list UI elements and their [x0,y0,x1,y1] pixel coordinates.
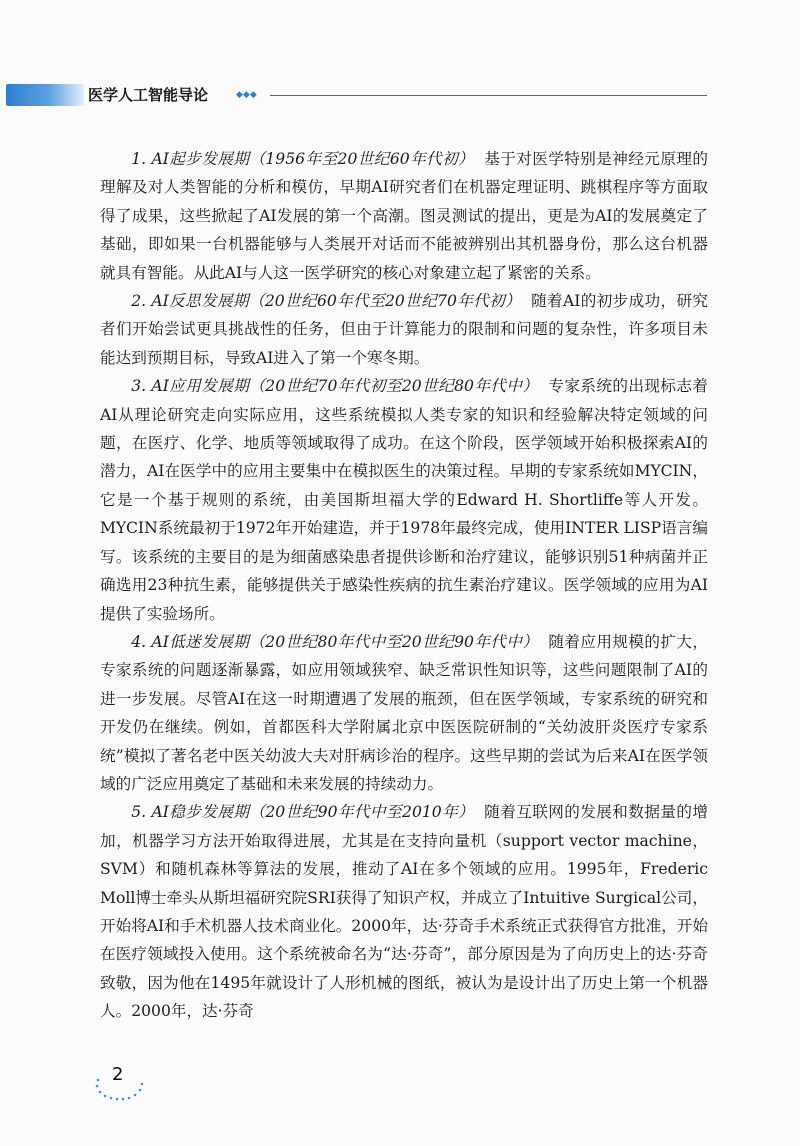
paragraph-1-text: 基于对医学特别是神经元原理的理解及对人类智能的分析和模仿，早期AI研究者们在机器定理证明、跳棋程序等方面取得了成果，这些掀起了AI发展的第一个高潮。图灵测试的提出，更是为AI的发展奠定了基础，即如果一台机器能够与人类展开对话而不能被辨别出其机器身份，那么这台机器就具有智能。从此AI与人这一医学研究的核心对象建立起了紧密的关系。 [100,150,708,282]
paragraph-3 [100,372,708,628]
paragraph-3-text: 专家系统的出现标志着AI从理论研究走向实际应用，这些系统模拟人类专家的知识和经验解决特定领域的问题，在医疗、化学、地质等领域取得了成功。在这个阶段，医学领域开始积极探索AI的潜力，AI在医学中的应用主要集中在模拟医生的决策过程。早期的专家系统如MYCIN，它是一个基于规则的系统，由美国斯坦福大学的Edward H. Shortliffe等人开发。MYCIN系统最初于1972年开始建造，并于1978年最终完成，使用INTER LISP语言编写。该系统的主要目的是为细菌感染患者提供诊断和治疗建议，能够识别51种病菌并正确选用23种抗生素，能够提供关于感染性疾病的抗生素治疗建议。医学领域的应用为AI提供了实验场所。 [100,377,708,623]
paragraph-4-text: 随着应用规模的扩大，专家系统的问题逐渐暴露，如应用领域狭窄、缺乏常识性知识等，这些问题限制了AI的进一步发展。尽管AI在这一时期遭遇了发展的瓶颈，但在医学领域，专家系统的研究和开发仍在继续。例如，首都医科大学附属北京中医医院研制的“关幼波肝炎医疗专家系统”模拟了著名老中医关幼波大夫对肝病诊治的程序。这些早期的尝试为后来AI在医学领域的广泛应用奠定了基础和未来发展的持续动力。 [100,632,708,793]
paragraph-1 [100,145,708,287]
page-number: 2 [112,1064,124,1085]
paragraph-2-text: 随着AI的初步成功，研究者们开始尝试更具挑战性的任务，但由于计算能力的限制和问题的复杂性，许多项目未能达到预期目标，导致AI进入了第一个寒冬期。 [100,292,708,367]
paragraph-5-text: 随着互联网的发展和数据量的增加，机器学习方法开始取得进展，尤其是在支持向量机（support vector machine，SVM）和随机森林等算法的发展，推动了AI在多个领域的应用。1995年，Frederic Moll博士牵头从斯坦福研究院SRI获得了知识产权，并成立了Intuitive Surgical公司，开始将AI和手术机器人技术商业化。2000年，达·芬奇手术系统正式获得官方批准，开始在医疗领域投入使用。这个系统被命名为“达·芬奇”，部分原因是为了向历史上的达·芬奇致敬，因为他在1495年就设计了人形机械的图纸，被认为是设计出了历史上第一个机器人。2000年，达·芬奇 [100,803,708,1021]
paragraph-5 [100,798,708,1025]
running-header-title: 医学人工智能导论 [88,86,209,104]
paragraph-5-title: 5. AI稳步发展期（20世纪90年代中至2010年） [131,803,475,822]
paragraph-4 [100,628,708,798]
paragraph-1-title: 1. AI起步发展期（1956年至20世纪60年代初） [131,150,475,168]
header-accent-bar [6,84,84,106]
header-rule [270,95,707,96]
paragraph-2-title: 2. AI反思发展期（20世纪60年代至20世纪70年代初） [131,292,522,311]
paragraph-2 [100,287,708,372]
page-body [100,145,708,1026]
paragraph-3-title: 3. AI应用发展期（20世纪70年代初至20世纪80年代中） [131,377,539,396]
paragraph-4-title: 4. AI低迷发展期（20世纪80年代中至20世纪90年代中） [131,632,539,651]
page-dots-ornament-icon [92,1076,152,1106]
diamond-ornament-icon: ◆◆◆ [236,90,257,100]
